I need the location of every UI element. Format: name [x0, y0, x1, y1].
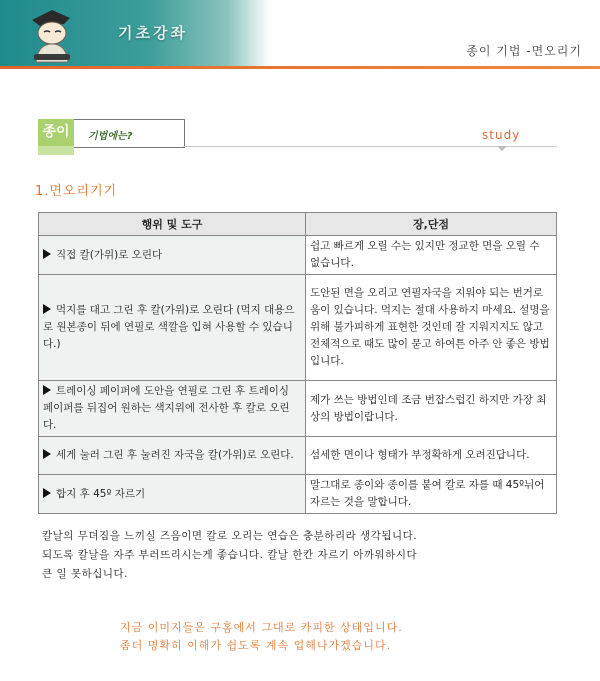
action-text: 먹지를 대고 그린 후 칼(가위)로 오린다 (먹지 대용으로 원본종이 뒤에 연필로 색깔을 입혀 사용할 수 있습니다.)	[43, 304, 295, 350]
triangle-right-icon	[43, 304, 51, 314]
tip-line: 큰 일 못하십니다.	[42, 568, 129, 580]
column-header-note: 장,단점	[306, 213, 557, 236]
section-tab-label: 종이	[38, 119, 74, 155]
page-header	[0, 0, 600, 66]
action-cell	[39, 437, 306, 475]
mascot-icon	[22, 6, 82, 66]
note-cell: 쉽고 빠르게 오릴 수는 있지만 정교한 면을 오릴 수 없습니다.	[306, 236, 557, 275]
action-cell	[39, 236, 306, 275]
study-label: study	[482, 128, 521, 142]
table-header-row	[39, 213, 557, 236]
action-cell	[39, 475, 306, 514]
tip-line: 칼날의 무뎌짐을 느끼실 즈음이면 칼로 오리는 연습은 충분하리라 생각됩니다.	[42, 530, 418, 542]
table-row	[39, 475, 557, 514]
tips-paragraph	[42, 527, 562, 584]
column-header-action: 행위 및 도구	[39, 213, 306, 236]
series-title: 기초강좌	[118, 24, 188, 42]
note-cell: 말그대로 종이와 종이를 붙여 칼로 자를 때 45º뉘어 자르는 것을 말합니다.	[306, 475, 557, 514]
note-cell: 도안된 면을 오리고 연필자국을 지워야 되는 번거로움이 있습니다. 먹지는 절대 사용하지 마세요. 설명을 위해 불가피하게 표현한 것인데 잘 지워지지도 않고 전체적으로 때도 많이 묻고 하여튼 아주 안 좋은 방법입니다.	[306, 275, 557, 381]
table-row	[39, 275, 557, 381]
action-text: 트레이싱 페이퍼에 도안을 연필로 그린 후 트레이싱 페이퍼를 뒤집어 원하는 색지위에 전사한 후 칼로 오린다.	[43, 385, 290, 431]
triangle-down-icon	[497, 146, 507, 151]
note-cell: 섬세한 면이나 형태가 부정확하게 오려진답니다.	[306, 437, 557, 475]
note-cell: 제가 쓰는 방법인데 조금 번잡스럽긴 하지만 가장 최상의 방법이랍니다.	[306, 381, 557, 437]
table-row	[39, 236, 557, 275]
triangle-right-icon	[43, 449, 51, 459]
action-cell	[39, 381, 306, 437]
footer-notice	[120, 619, 403, 655]
header-divider	[0, 66, 600, 69]
tip-line: 되도록 칼날을 자주 부러뜨리시는게 좋습니다. 칼날 한칸 자르기 아까워하시다	[42, 549, 418, 561]
table-row	[39, 437, 557, 475]
section-tab-subtitle: 기법에는?	[88, 131, 133, 142]
action-cell	[39, 275, 306, 381]
action-text: 합지 후 45º 자르기	[56, 487, 146, 500]
triangle-right-icon	[43, 488, 51, 498]
page-label: 종이 기법 -면오리기	[466, 44, 582, 58]
triangle-right-icon	[43, 249, 51, 259]
footer-line: 좀더 명확히 이해가 쉽도록 계속 업해나가겠습니다.	[120, 639, 392, 652]
table-row	[39, 381, 557, 437]
triangle-right-icon	[43, 385, 51, 395]
action-text: 직접 칼(가위)로 오린다	[56, 248, 163, 261]
section-heading: 1.면오리기기	[35, 184, 118, 199]
methods-table	[38, 212, 557, 514]
footer-line: 지금 이미지들은 구홈에서 그대로 카피한 상태입니다.	[120, 621, 403, 634]
action-text: 세게 눌러 그린 후 눌려진 자국을 칼(가위)로 오린다.	[56, 449, 294, 461]
